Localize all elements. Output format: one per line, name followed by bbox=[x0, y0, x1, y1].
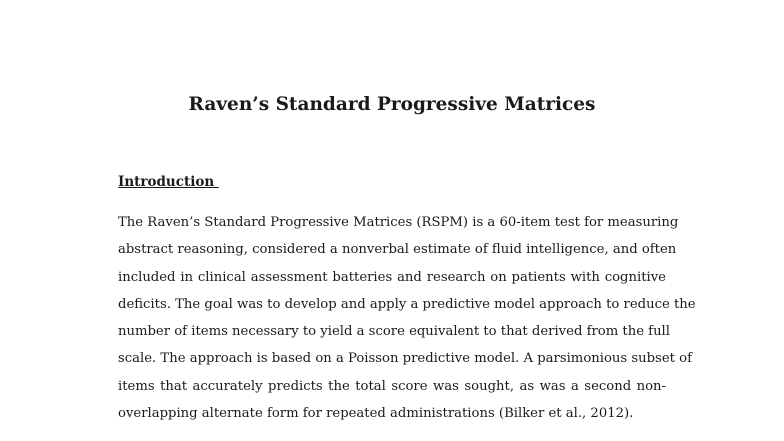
paragraph-line: included in clinical assessment batteries and research on patients with cognitive bbox=[118, 269, 666, 285]
introduction-paragraph bbox=[118, 209, 696, 427]
paragraph-line: number of items necessary to yield a score equivalent to that derived from the full bbox=[118, 324, 670, 340]
document-title: Raven’s Standard Progressive Matrices bbox=[188, 94, 596, 115]
paragraph-line: deficits. The goal was to develop and apply a predictive model approach to reduce the bbox=[118, 296, 696, 312]
paragraph-line: The Raven’s Standard Progressive Matrices (RSPM) is a 60-item test for measuring bbox=[118, 215, 679, 230]
paragraph-line: items that accurately predicts the total score was sought, as was a second non- bbox=[118, 378, 666, 394]
paragraph-line: abstract reasoning, considered a nonverbal estimate of fluid intelligence, and often bbox=[118, 242, 677, 258]
paragraph-line: overlapping alternate form for repeated administrations (Bilker et al., 2012). bbox=[118, 406, 634, 422]
section-heading-introduction: Introduction bbox=[118, 174, 219, 190]
paragraph-line: scale. The approach is based on a Poisson predictive model. A parsimonious subset of bbox=[118, 351, 692, 367]
